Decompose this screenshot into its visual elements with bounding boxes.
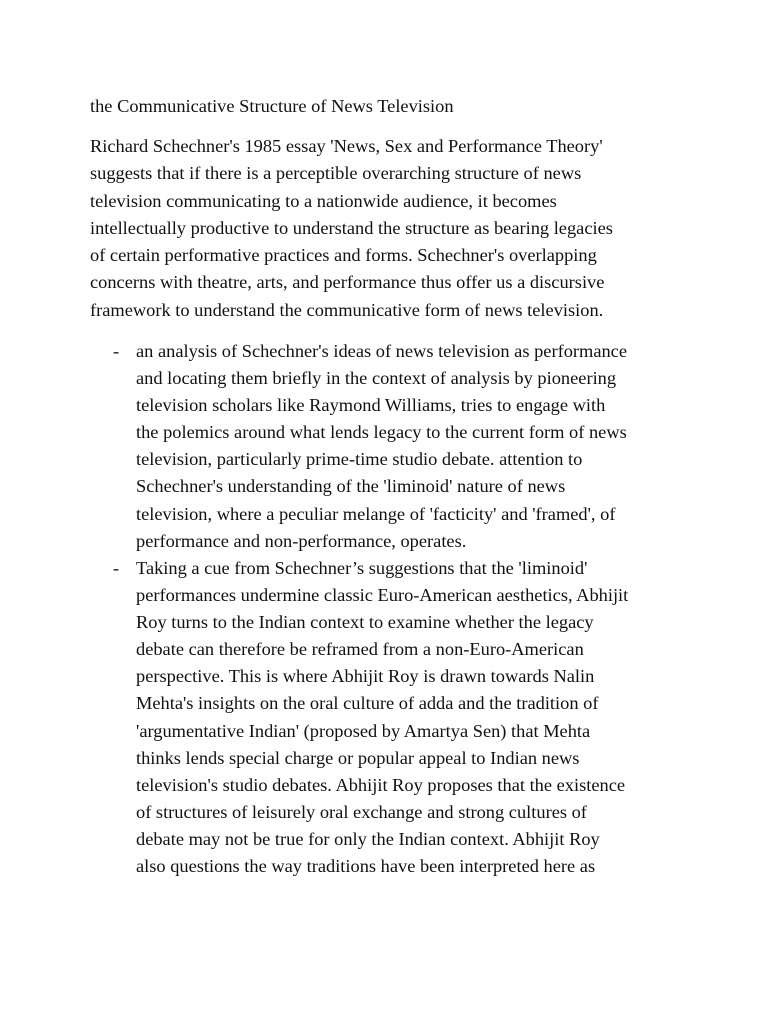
bullet-line: perspective. This is where Abhijit Roy is drawn towards Nalin xyxy=(136,666,595,687)
bullet-text xyxy=(136,338,696,555)
paragraph-line: television communicating to a nationwide audience, it becomes xyxy=(90,190,557,211)
paragraph-line: Richard Schechner's 1985 essay 'News, Sex and Performance Theory' xyxy=(90,136,603,156)
paragraph-line: of certain performative practices and forms. Schechner's overlapping xyxy=(90,245,597,266)
bullet-line: of structures of leisurely oral exchange and strong cultures of xyxy=(136,801,587,822)
intro-paragraph xyxy=(90,133,690,324)
bullet-text xyxy=(136,555,696,880)
bullet-line: and locating them briefly in the context of analysis by pioneering xyxy=(136,368,617,389)
paragraph-line: concerns with theatre, arts, and performance thus offer us a discursive xyxy=(90,272,605,293)
bullet-line: debate may not be true for only the Indian context. Abhijit Roy xyxy=(136,828,600,849)
bullet-line: the polemics around what lends legacy to the current form of news xyxy=(136,422,627,443)
bullet-line: performance and non-performance, operates. xyxy=(136,530,467,551)
paragraph-line: intellectually productive to understand the structure as bearing legacies xyxy=(90,217,613,238)
bullet-marker: - xyxy=(113,341,120,361)
bullet-line: 'argumentative Indian' (proposed by Amartya Sen) that Mehta xyxy=(136,720,591,741)
bullet-line: also questions the way traditions have been interpreted here as xyxy=(136,856,596,877)
bullet-line: performances undermine classic Euro-American aesthetics, Abhijit xyxy=(136,585,629,606)
bullet-line: television, particularly prime-time studio debate. attention to xyxy=(136,449,583,470)
bullet-line: debate can therefore be reframed from a non-Euro-American xyxy=(136,639,584,660)
bullet-line: Roy turns to the Indian context to examine whether the legacy xyxy=(136,612,594,633)
bullet-marker: - xyxy=(113,558,120,578)
bullet-line: television scholars like Raymond Williams, tries to engage with xyxy=(136,395,606,416)
paragraph-line: framework to understand the communicative form of news television. xyxy=(90,299,604,320)
bullet-line: television, where a peculiar melange of 'facticity' and 'framed', of xyxy=(136,503,616,524)
page-title: the Communicative Structure of News Television xyxy=(90,96,454,116)
paragraph-line: suggests that if there is a perceptible overarching structure of news xyxy=(90,163,582,184)
bullet-line: television's studio debates. Abhijit Roy proposes that the existence xyxy=(136,774,626,795)
bullet-line: Schechner's understanding of the 'liminoid' nature of news xyxy=(136,476,566,497)
bullet-line: Mehta's insights on the oral culture of adda and the tradition of xyxy=(136,693,599,714)
bullet-line: Taking a cue from Schechner’s suggestions that the 'liminoid' xyxy=(136,558,588,578)
bullet-line: an analysis of Schechner's ideas of news television as performance xyxy=(136,341,628,361)
bullet-line: thinks lends special charge or popular appeal to Indian news xyxy=(136,747,580,768)
